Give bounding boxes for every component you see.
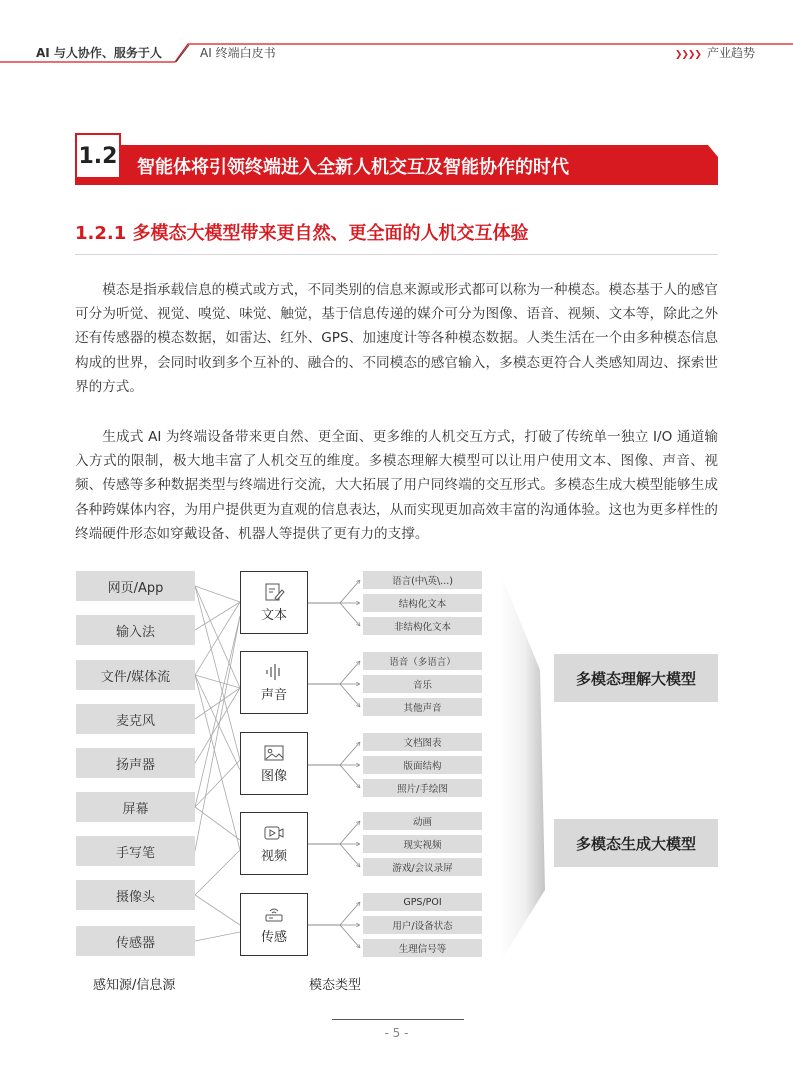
modality-sound (240, 651, 308, 714)
paragraph-1: 模态是指承载信息的模式或方式，不同类别的信息来源或形式都可以称为一种模态。模态基于人的感官可分为听觉、视觉、嗅觉、味觉、触觉，基于信息传递的媒介可分为图像、语音、视频、文本等，除此之外还有传感器的模态数据，如雷达、红外、GPS、加速度计等各种模态数据。人类生活在一个由多种模态信息构成的世界，会同时收到多个互补的、融合的、不同模态的感官输入，多模态更符合人类感知周边、探索世界的方式。 (75, 282, 718, 395)
modality-image-label: 图像 (260, 769, 287, 784)
modality-sensing (240, 893, 308, 956)
source-webpage-app: 网页/App (76, 571, 195, 601)
text-item-structured: 结构化文本 (363, 594, 482, 612)
source-input-method: 输入法 (76, 615, 195, 645)
header-document-title: AI 终端白皮书 (200, 46, 276, 60)
edit-icon (263, 582, 285, 602)
model-generation: 多模态生成大模型 (554, 819, 718, 867)
text-item-unstructured: 非结构化文本 (363, 617, 482, 635)
source-stylus: 手写笔 (76, 836, 195, 866)
sound-item-other: 其他声音 (363, 698, 482, 716)
section-number: 1.2 (75, 133, 121, 179)
source-sensor: 传感器 (76, 926, 195, 956)
sensing-item-gps: GPS/POI (363, 893, 482, 911)
modality-video (240, 812, 308, 875)
source-speaker: 扬声器 (76, 748, 195, 778)
chevrons-icon: ❯❯❯❯ (674, 50, 701, 60)
video-item-game-meeting: 游戏/会议录屏 (363, 858, 482, 876)
caption-modalities: 模态类型 (309, 978, 362, 993)
model-understanding: 多模态理解大模型 (554, 654, 718, 702)
sensor-icon (263, 904, 285, 924)
video-item-real-video: 现实视频 (363, 835, 482, 853)
page-number: - 5 - (384, 1026, 409, 1040)
image-item-document-chart: 文档图表 (363, 733, 482, 751)
modality-video-label: 视频 (260, 849, 287, 864)
section-title: 智能体将引领终端进入全新人机交互及智能协作的时代 (137, 157, 569, 178)
image-item-photo-drawing: 照片/手绘图 (363, 779, 482, 797)
source-file-media-stream: 文件/媒体流 (76, 660, 195, 690)
source-camera: 摄像头 (76, 880, 195, 910)
sound-wave-icon (263, 662, 285, 682)
modality-image (240, 732, 308, 795)
header-chapter-title: AI 与人协作、服务于人 (36, 46, 162, 60)
header-section-label: 产业趋势 (706, 46, 755, 60)
modality-sound-label: 声音 (260, 688, 287, 703)
header-rule (0, 0, 793, 70)
subsection-divider (75, 254, 718, 255)
sound-item-speech: 语音（多语言） (363, 652, 482, 670)
sound-item-music: 音乐 (363, 675, 482, 693)
video-icon (263, 823, 285, 843)
modality-sensing-label: 传感 (260, 930, 287, 945)
source-screen: 屏幕 (76, 792, 195, 822)
modality-text-label: 文本 (260, 608, 287, 623)
image-icon (263, 743, 285, 763)
sensing-item-biosignal: 生理信号等 (363, 939, 482, 957)
caption-sources: 感知源/信息源 (93, 978, 176, 993)
source-microphone: 麦克风 (76, 704, 195, 734)
sensing-item-status: 用户/设备状态 (363, 916, 482, 934)
footer-divider (332, 1019, 464, 1020)
image-item-layout: 版面结构 (363, 756, 482, 774)
modality-text (240, 571, 308, 634)
paragraph-2: 生成式 AI 为终端设备带来更自然、更全面、更多维的人机交互方式，打破了传统单一独立 I/O 通道输入方式的限制，极大地丰富了人机交互的维度。多模态理解大模型可以让用户使用文本、图像、声音、视频、传感等多种数据类型与终端进行交流，大大拓展了用户同终端的交互形式。多模态生成大模型能够生成各种跨媒体内容，为用户提供更为直观的信息表达，从而实现更加高效丰富的沟通体验。这也为更多样性的终端硬件形态如穿戴设备、机器人等提供了更有力的支撑。 (75, 429, 718, 542)
video-item-animation: 动画 (363, 812, 482, 830)
text-item-language: 语言(中\英\...) (363, 571, 482, 589)
subsection-title: 1.2.1 多模态大模型带来更自然、更全面的人机交互体验 (75, 223, 529, 244)
